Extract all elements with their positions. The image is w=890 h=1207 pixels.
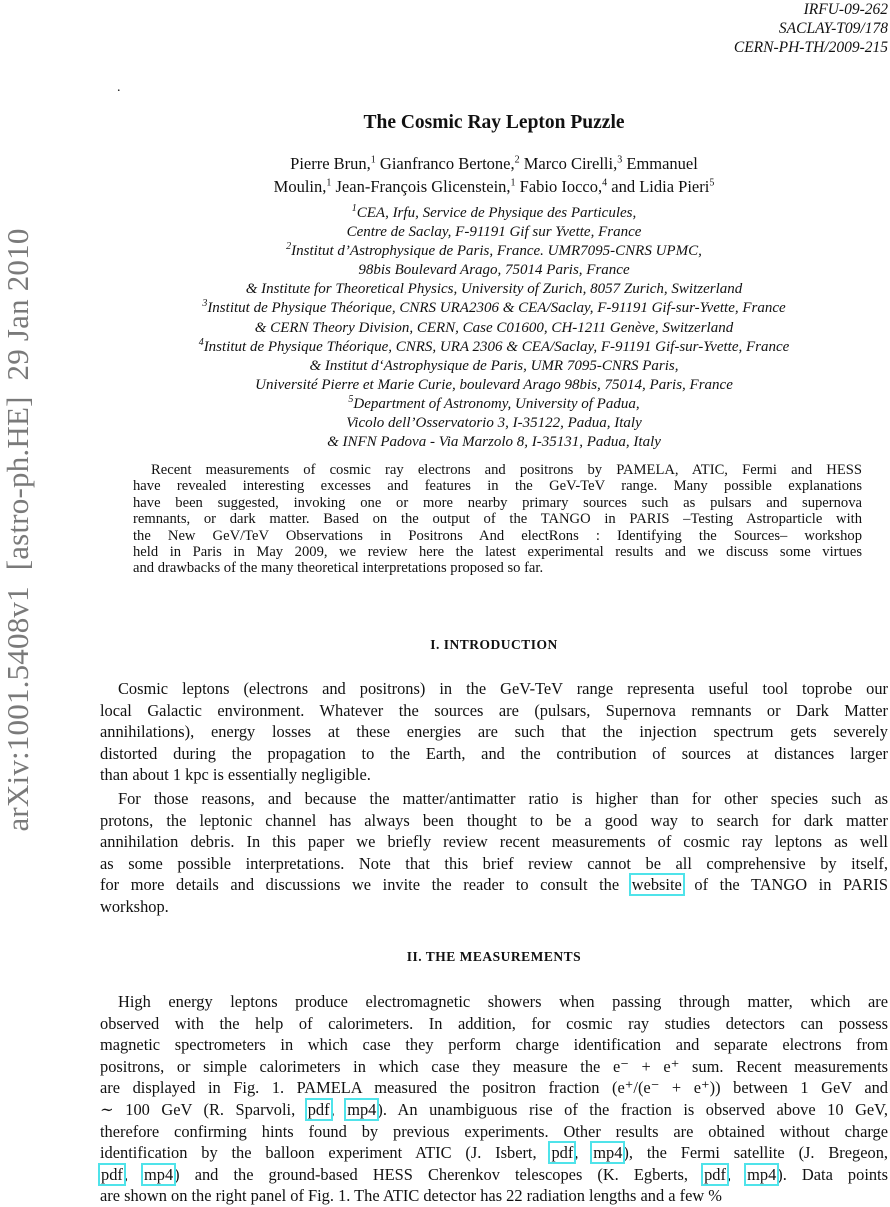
affiliation-line [100, 376, 888, 395]
text-line [100, 788, 888, 810]
text-line [100, 721, 888, 743]
author-name: Marco Cirelli, [519, 154, 618, 173]
affiliation-line [100, 414, 888, 433]
text-line [100, 1164, 888, 1186]
affiliation-text: & CERN Theory Division, CERN, Case C01600, CH-1211 Genève, Switzerland [254, 319, 734, 336]
affiliation-text: & INFN Padova - Via Marzolo 8, I-35131, Padua, Italy [327, 434, 661, 451]
author-name: Pierre Brun, [290, 154, 371, 173]
affiliation-marker: 1 [510, 177, 516, 189]
text-line [100, 1099, 888, 1121]
measurements-paragraph-1 [100, 991, 888, 1207]
text-run: ) and the ground-based HESS Cherenkov telescopes (K. Egberts, [174, 1164, 704, 1184]
affiliations [100, 204, 888, 452]
text-line [100, 743, 888, 765]
text-run: annihilation debris. In this paper we briefly review recent measurements of cosmic ray leptons as well [100, 832, 888, 852]
text-run: of the TANGO in PARIS [682, 875, 888, 895]
affiliation-text: Institut de Physique Théorique, CNRS, URA 2306 & CEA/Saclay, F-91191 Gif-sur-Yvette, France [203, 338, 790, 355]
abstract [133, 462, 862, 577]
report-number: CERN-PH-TH/2009-215 [733, 39, 888, 56]
text-run: distorted during the propagation to the Earth, and the contribution of sources at distances larger [100, 743, 888, 763]
affiliation-marker: 4 [602, 177, 608, 189]
text-run: workshop. [100, 896, 169, 916]
text-run: protons, the leptonic channel has always been thought to be a good way to search for dark matter [100, 810, 888, 830]
text-run: ∼ 100 GeV (R. Sparvoli, [100, 1099, 307, 1119]
affiliation-marker: 2 [286, 241, 292, 253]
website-link[interactable]: website [631, 875, 682, 895]
report-numbers [734, 0, 888, 57]
affiliation-text: 98bis Boulevard Arago, 75014 Paris, France [358, 262, 630, 279]
affiliation-line [100, 223, 888, 242]
text-run: , [574, 1143, 593, 1163]
affiliation-marker: 1 [370, 154, 376, 166]
affiliation-marker: 2 [514, 154, 520, 166]
text-run: Cosmic leptons (electrons and positrons) in the GeV-TeV range representa useful tool toprobe our [118, 679, 888, 698]
text-line [100, 810, 888, 832]
text-line [100, 1034, 888, 1056]
affiliation-marker: 4 [198, 336, 204, 348]
pdf-link[interactable]: pdf [704, 1164, 726, 1184]
paper-title: The Cosmic Ray Lepton Puzzle [363, 112, 625, 133]
affiliation-line [100, 261, 888, 280]
affiliation-line [100, 280, 888, 299]
text-run: ). Data points [777, 1164, 888, 1184]
text-run: for more details and discussions we invite the reader to consult the [100, 875, 631, 895]
text-line [100, 1142, 888, 1164]
text-run: held in Paris in May 2009, we review here the latest experimental results and we discuss some virtues [133, 544, 862, 561]
text-run: identification by the balloon experiment ATIC (J. Isbert, [100, 1143, 551, 1163]
author-line [100, 152, 888, 175]
text-line [100, 874, 888, 896]
affiliation-marker: 5 [709, 177, 715, 189]
affiliation-text: Institut d’Astrophysique de Paris, France. UMR7095-CNRS UPMC, [291, 243, 702, 260]
affiliation-marker: 3 [202, 298, 208, 310]
text-run: therefore confirming hints found by previous experiments. Other results are obtained without charge [100, 1121, 888, 1141]
affiliation-marker: 5 [348, 393, 354, 405]
affiliation-text: Vicolo dell’Osservatorio 3, I-35122, Padua, Italy [346, 415, 642, 432]
text-run: magnetic spectrometers in which case they perform charge identification and separate electrons from [100, 1035, 888, 1055]
author-line [100, 175, 888, 198]
text-run: , [330, 1099, 347, 1119]
text-run: positrons, or simple calorimeters in which case they measure the e⁻ + e⁺ sum. Recent measurements [100, 1056, 888, 1076]
text-run: are displayed in Fig. 1. PAMELA measured the positron fraction (e⁺/(e⁻ + e⁺)) between 1 GeV and [100, 1078, 888, 1098]
arxiv-stamp: arXiv:1001.5408v1 [astro-ph.HE] 29 Jan 2010 [0, 228, 35, 832]
affiliation-line [100, 204, 888, 223]
text-run: Recent measurements of cosmic ray electrons and positrons by PAMELA, ATIC, Fermi and HESS [151, 462, 862, 478]
text-run: local Galactic environment. Whatever the sources are (pulsars, Supernova remnants or Dark Matter [100, 700, 888, 720]
text-line [100, 1056, 888, 1078]
text-line [100, 1077, 888, 1099]
text-run: , [123, 1164, 144, 1184]
text-run: observed with the help of calorimeters. In addition, for cosmic ray studies detectors can possess [100, 1013, 888, 1033]
text-line [133, 462, 862, 478]
text-run: are shown on the right panel of Fig. 1. The ATIC detector has 22 radiation lengths and a few % [100, 1186, 722, 1206]
text-line [100, 700, 888, 722]
text-line [100, 831, 888, 853]
text-line [100, 1013, 888, 1035]
text-line [100, 764, 888, 786]
text-line [100, 991, 888, 1013]
text-line [100, 853, 888, 875]
affiliation-text: CEA, Irfu, Service de Physique des Particules, [356, 205, 637, 221]
text-run: as some possible interpretations. Note that this brief review cannot be all comprehensive by itself, [100, 853, 888, 873]
affiliation-line [100, 338, 888, 357]
text-line [133, 560, 862, 576]
author-name: Jean-François Glicenstein, [331, 177, 511, 196]
text-run: annihilations), energy losses at these energies are such that the injection spectrum gets severely [100, 722, 888, 742]
text-run: ). An unambiguous rise of the fraction is observed above 10 GeV, [377, 1099, 888, 1119]
text-run: have revealed interesting excesses and features in the GeV-TeV range. Many possible explanations [133, 478, 862, 495]
section-heading-measurements: II. THE MEASUREMENTS [406, 949, 582, 964]
affiliation-text: Université Pierre et Marie Curie, boulevard Arago 98bis, 75014, Paris, France [255, 376, 733, 393]
author-list [100, 152, 888, 198]
text-line [133, 511, 862, 527]
mp4-link[interactable]: mp4 [593, 1143, 623, 1163]
author-name: Fabio Iocco, [515, 177, 603, 196]
text-run: High energy leptons produce electromagnetic showers when passing through matter, which are [118, 992, 888, 1011]
text-line [100, 896, 888, 918]
affiliation-line [100, 395, 888, 414]
text-run: have been suggested, invoking one or more nearby primary sources such as pulsars and supernova [133, 494, 862, 511]
report-number: SACLAY-T09/178 [778, 20, 888, 37]
text-run: the New GeV/TeV Observations in Positrons And electRons : Identifying the Sources– workshop [133, 527, 862, 544]
text-line [100, 1121, 888, 1143]
pdf-link[interactable]: pdf [101, 1164, 123, 1184]
affiliation-marker: 1 [326, 177, 332, 189]
affiliation-text: & Institute for Theoretical Physics, University of Zurich, 8057 Zurich, Switzerland [245, 281, 743, 298]
pdf-link[interactable]: pdf [307, 1099, 330, 1119]
affiliation-text: & Institut d‘Astrophysique de Paris, UMR 7095-CNRS Paris, [309, 357, 679, 374]
mp4-link[interactable]: mp4 [347, 1099, 377, 1119]
text-line [100, 678, 888, 700]
intro-paragraph-1 [100, 678, 888, 786]
text-run: , [726, 1164, 747, 1184]
report-number: IRFU-09-262 [803, 1, 888, 18]
affiliation-line [100, 242, 888, 261]
pdf-link[interactable]: pdf [551, 1143, 574, 1163]
text-line [133, 495, 862, 511]
affiliation-text: Centre de Saclay, F-91191 Gif sur Yvette, France [346, 224, 642, 241]
affiliation-line [100, 319, 888, 338]
affiliation-text: Department of Astronomy, University of Padua, [353, 395, 640, 412]
text-run: ), the Fermi satellite (J. Bregeon, [623, 1143, 888, 1163]
text-line [133, 478, 862, 494]
author-name: Moulin, [273, 177, 327, 196]
author-name: and Lidia Pieri [607, 177, 710, 196]
text-run: and drawbacks of the many theoretical interpretations proposed so far. [133, 560, 544, 577]
section-heading-introduction: I. INTRODUCTION [430, 637, 558, 652]
affiliation-line [100, 433, 888, 452]
affiliation-marker: 3 [617, 154, 623, 166]
mp4-link[interactable]: mp4 [747, 1164, 777, 1184]
text-line [100, 1185, 888, 1207]
stray-dot: . [117, 80, 121, 95]
intro-paragraph-2 [100, 788, 888, 918]
mp4-link[interactable]: mp4 [144, 1164, 174, 1184]
author-name: Emmanuel [622, 154, 698, 173]
affiliation-line [100, 299, 888, 318]
text-run: than about 1 kpc is essentially negligible. [100, 765, 371, 785]
affiliation-marker: 1 [351, 203, 357, 214]
author-name: Gianfranco Bertone, [375, 154, 515, 173]
text-line [133, 528, 862, 544]
text-line [133, 544, 862, 560]
text-run: For those reasons, and because the matter/antimatter ratio is higher than for other species such as [118, 789, 888, 808]
affiliation-text: Institut de Physique Théorique, CNRS URA2306 & CEA/Saclay, F-91191 Gif-sur-Yvette, France [207, 300, 786, 317]
affiliation-line [100, 357, 888, 376]
text-run: remnants, or dark matter. Based on the output of the TANGO in PARIS –Testing Astroparticle with [133, 511, 862, 528]
